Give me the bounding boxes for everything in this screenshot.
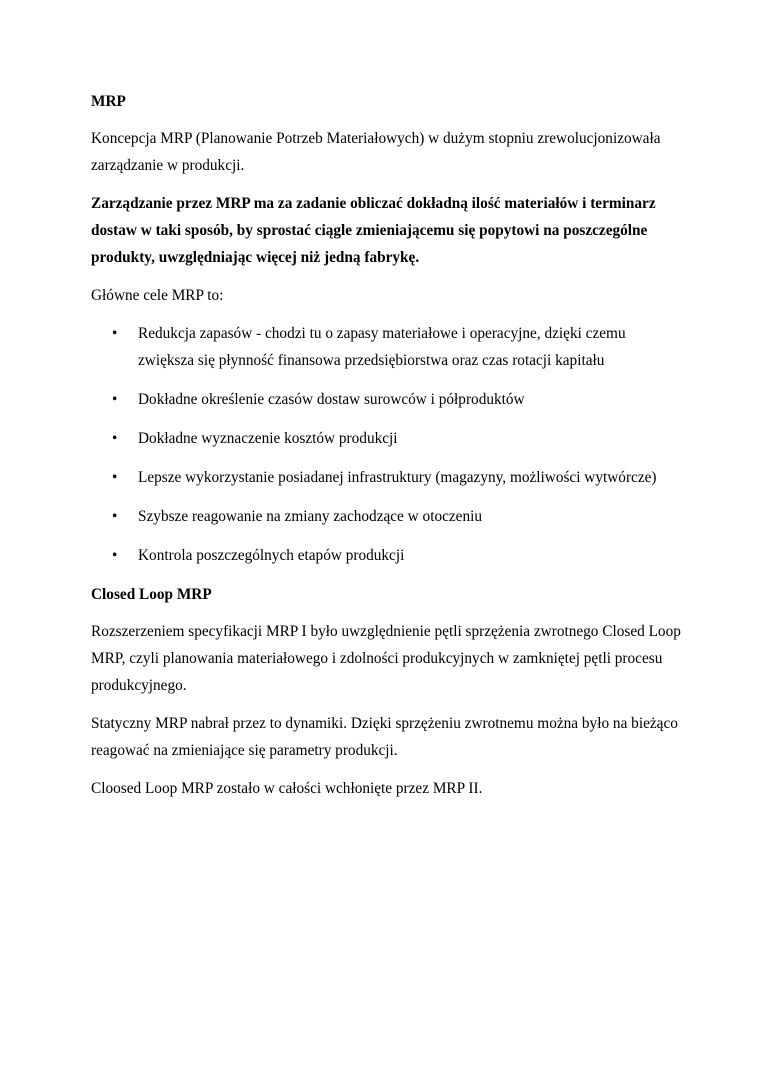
bullet-icon: •	[112, 430, 118, 447]
closed-loop-paragraph-2: Statyczny MRP nabrał przez to dynamiki. Dzięki sprzężeniu zwrotnemu można było na bieżąco reagować na zmieniające się parametry produkcji.	[91, 715, 678, 759]
section-heading-mrp: MRP	[91, 93, 126, 110]
list-item	[91, 503, 681, 530]
list-item-text: Redukcja zapasów - chodzi tu o zapasy materiałowe i operacyjne, dzięki czemu zwiększa się płynność finansowa przedsiębiorstwa oraz czas rotacji kapitału	[138, 325, 626, 369]
list-item	[91, 542, 681, 569]
bullet-icon: •	[112, 547, 118, 564]
list-item-text: Dokładne określenie czasów dostaw surowców i półproduktów	[138, 391, 525, 408]
bullet-icon: •	[112, 508, 118, 525]
section-heading-closed-loop-mrp: Closed Loop MRP	[91, 586, 212, 603]
list-item	[91, 320, 681, 374]
list-item	[91, 386, 681, 413]
bullet-icon: •	[112, 469, 118, 486]
goals-list	[91, 320, 681, 569]
closed-loop-paragraph-1: Rozszerzeniem specyfikacji MRP I było uwzględnienie pętli sprzężenia zwrotnego Closed Loop MRP, czyli planowania materiałowego i zdolności produkcyjnych w zamkniętej pętli procesu produkcyjnego.	[91, 623, 681, 694]
list-item-text: Lepsze wykorzystanie posiadanej infrastruktury (magazyny, możliwości wytwórcze)	[138, 469, 657, 486]
list-item-text: Szybsze reagowanie na zmiany zachodzące w otoczeniu	[138, 508, 483, 525]
closed-loop-paragraph-3: Cloosed Loop MRP zostało w całości wchłonięte przez MRP II.	[91, 780, 483, 797]
list-item-text: Dokładne wyznaczenie kosztów produkcji	[138, 430, 398, 447]
bold-paragraph: Zarządzanie przez MRP ma za zadanie obliczać dokładną ilość materiałów i terminarz dostaw w taki sposób, by sprostać ciągle zmieniającemu się popytowi na poszczególne produkty, uwzględniając więcej niż jedną fabrykę.	[91, 195, 656, 266]
bullet-icon: •	[112, 391, 118, 408]
list-item	[91, 464, 681, 491]
goals-intro: Główne cele MRP to:	[91, 287, 224, 304]
intro-paragraph: Koncepcja MRP (Planowanie Potrzeb Materiałowych) w dużym stopniu zrewolucjonizowała zarządzanie w produkcji.	[91, 130, 661, 174]
list-item	[91, 425, 681, 452]
bullet-icon: •	[112, 325, 118, 342]
list-item-text: Kontrola poszczególnych etapów produkcji	[138, 547, 405, 564]
document-content	[91, 88, 681, 813]
